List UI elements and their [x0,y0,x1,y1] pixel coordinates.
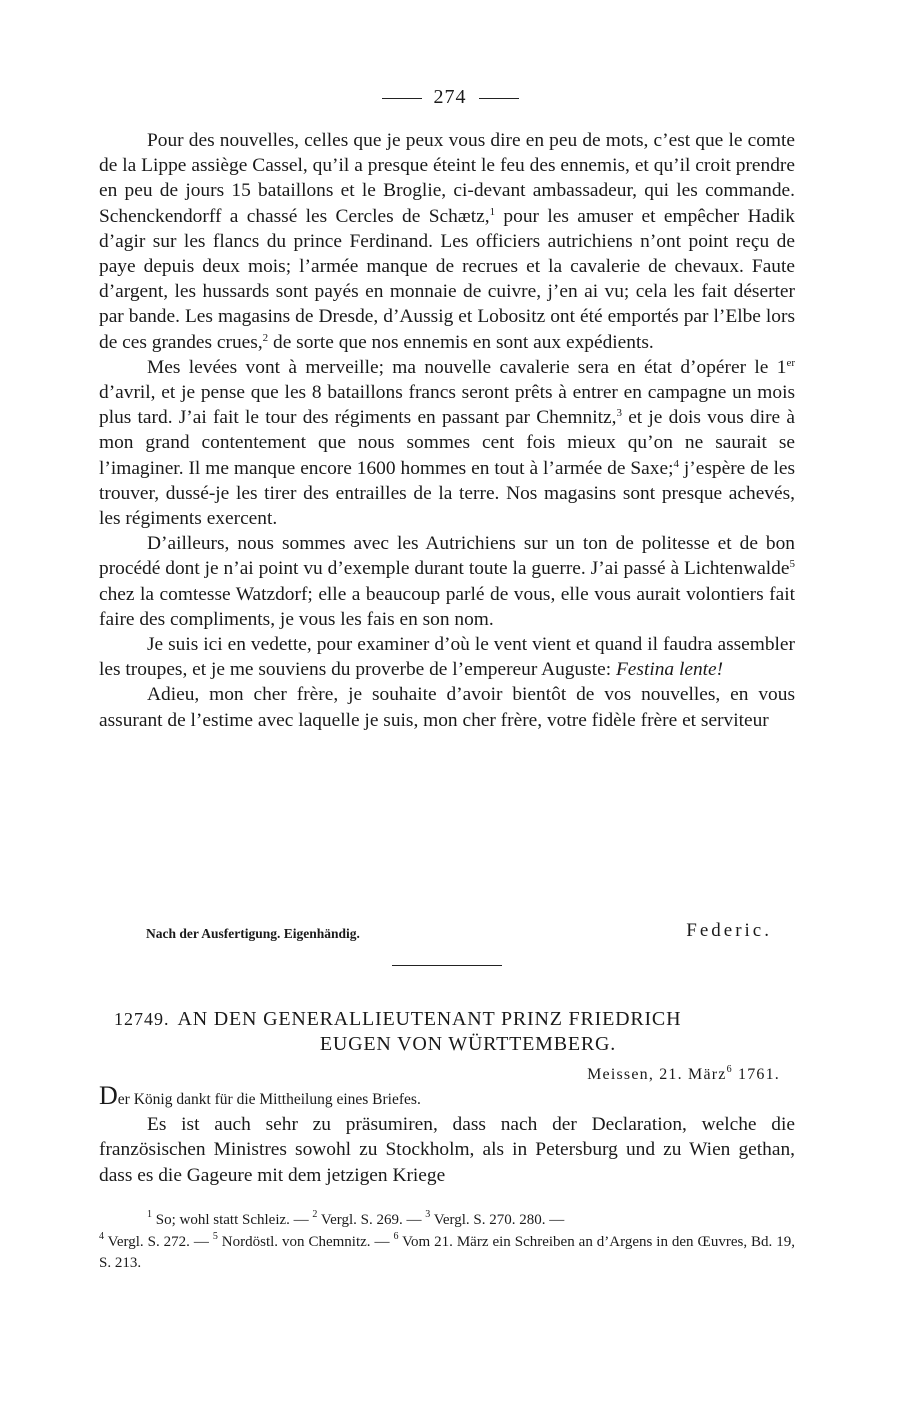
text-run: D’ailleurs, nous sommes avec les Autrichiens sur un ton de politesse et de bon procédé dont je n’ai point vu d’exemple durant toute la guerre. J’ai passé à Lichtenwalde [99,533,795,580]
page-header [0,86,900,109]
footnote-2: Vergl. S. 269. — [317,1212,426,1228]
page-number: 274 [433,86,467,108]
letter-paragraph-2 [99,355,795,531]
text-run: chez la comtesse Watzdorf; elle a beaucoup parlé de vous, elle vous aurait volontiers fait faire des compliments, je vous les fais en son nom. [99,583,795,630]
footnote-mark-6: 6 [393,1230,399,1242]
letter-paragraph-4 [99,632,795,682]
text-run: pour les amuser et empêcher Hadik d’agir sur les flancs du prince Ferdinand. Les officiers autrichiens n’ont point reçu de paye depuis deux mois; l’armée manque de recrues et la cavalerie de chevaux. Faute d’argent, les hussards sont payés en monnaie de cuivre, j’en ai vu; cela les fait déserter par bande. Les magasins de Dresde, d’Aussig et Lobositz ont été emportés par l’Elbe lors de ces grandes crues, [99,205,795,353]
text-run: de sorte que nos ennemis en sont aux expédients. [268,331,654,353]
footnote-mark-5: 5 [212,1230,218,1242]
footnote-mark-3: 3 [425,1209,431,1220]
footnote-6: Vom 21. März ein Schreiben an d’Argens in den Œuvres, Bd. 19, S. 213. [99,1233,796,1271]
footnote-mark-4: 4 [99,1230,104,1242]
header-dash-right [479,98,519,99]
drop-initial: D [99,1081,118,1110]
footnote-1: So; wohl statt Schleiz. — [152,1212,313,1228]
summary-text: er König dankt für die Mittheilung eines Briefes. [117,1091,421,1108]
footnote-block [99,1210,795,1232]
footnote-ref-4: 4 [673,457,679,470]
letter-heading [114,1008,794,1056]
footnote-ref-2: 2 [262,331,269,344]
footnotes [99,1210,795,1275]
text-run: j’espère de les trouver, dussé-je les tirer des entrailles de la terre. Nos magasins sont presque achevés, les régiments exercent. [99,457,795,530]
footnote-ref-3: 3 [616,407,622,420]
heading-title-line-2: EUGEN VON WÜRTTEMBERG. [319,1033,617,1055]
footnote-ref-6: 6 [726,1064,733,1075]
text-run: Mes levées vont à merveille; ma nouvelle cavalerie sera en état d’opérer le 1 [147,356,787,378]
header-dash-left [382,98,422,99]
date-year: 1761. [732,1066,780,1083]
dateline [587,1066,780,1084]
letter-paragraph-5: Adieu, mon cher frère, je souhaite d’avoir bientôt de vos nouvelles, en vous assurant de l’estime avec laquelle je suis, mon cher frère, votre fidèle frère et serviteur [99,684,795,731]
heading-line-1 [114,1008,794,1031]
signature: Federic. [686,920,772,941]
footnote-ref-5: 5 [789,558,795,571]
footnote-mark-1: 1 [147,1209,152,1220]
heading-title-line-1: AN DEN GENERALLIEUTENANT PRINZ FRIEDRICH [177,1008,682,1030]
text-run: Je suis ici en vedette, pour examiner d’où le vent vient et quand il faudra assembler les troupes, et je me souviens du proverbe de l’empereur Auguste: [99,634,795,681]
section-divider [392,965,502,966]
source-note: Nach der Ausfertigung. Eigenhändig. [146,926,360,941]
ordinal-suffix: er [786,356,795,369]
footnote-block-2 [99,1232,795,1275]
letter-paragraph-3 [99,531,795,632]
letter-body [99,128,795,733]
footnote-3: Vergl. S. 270. 280. — [430,1212,565,1228]
text-run: d’avril, et je pense que les 8 bataillons francs seront prêts à entrer en campagne un mois plus tard. J’ai fait le tour des régiments en passant par Chemnitz, [99,382,795,429]
footnote-5: Nordöstl. von Chemnitz. — [217,1233,394,1250]
text-run: Pour des nouvelles, celles que je peux vous dire en peu de mots, c’est que le comte de la Lippe assiège Cassel, qu’il a presque éteint le feu des ennemis, et qu’il croit prendre en peu de jours 15 bataillons et le Broglie, ci-devant ambassadeur, qui les commande. Schenckendorff a chassé les Cercles de Schætz, [99,130,795,227]
german-letter-body [99,1081,795,1188]
letter-paragraph-1 [99,128,795,355]
latin-quote: Festina lente! [615,659,724,681]
letter-number: 12749. [114,1009,170,1029]
closing-line [146,920,786,948]
footnote-ref-1: 1 [489,205,496,218]
date-place: Meissen, 21. März [587,1066,727,1083]
german-paragraph-1: Es ist auch sehr zu präsumiren, dass nach der Declaration, welche die französischen Ministres sowohl zu Stockholm, als in Petersburg und zu Wien gethan, dass es die Gageure mit dem jetzigen Kriege [99,1114,795,1186]
letter-summary [99,1081,795,1112]
footnote-mark-2: 2 [312,1209,318,1220]
text-run: et je dois vous dire à mon grand contentement que nous sommes cent fois mieux qu’on ne saurait se l’imaginer. Il me manque encore 1600 hommes en tout à l’armée de Saxe; [99,407,795,479]
footnote-4: Vergl. S. 272. — [104,1233,213,1250]
